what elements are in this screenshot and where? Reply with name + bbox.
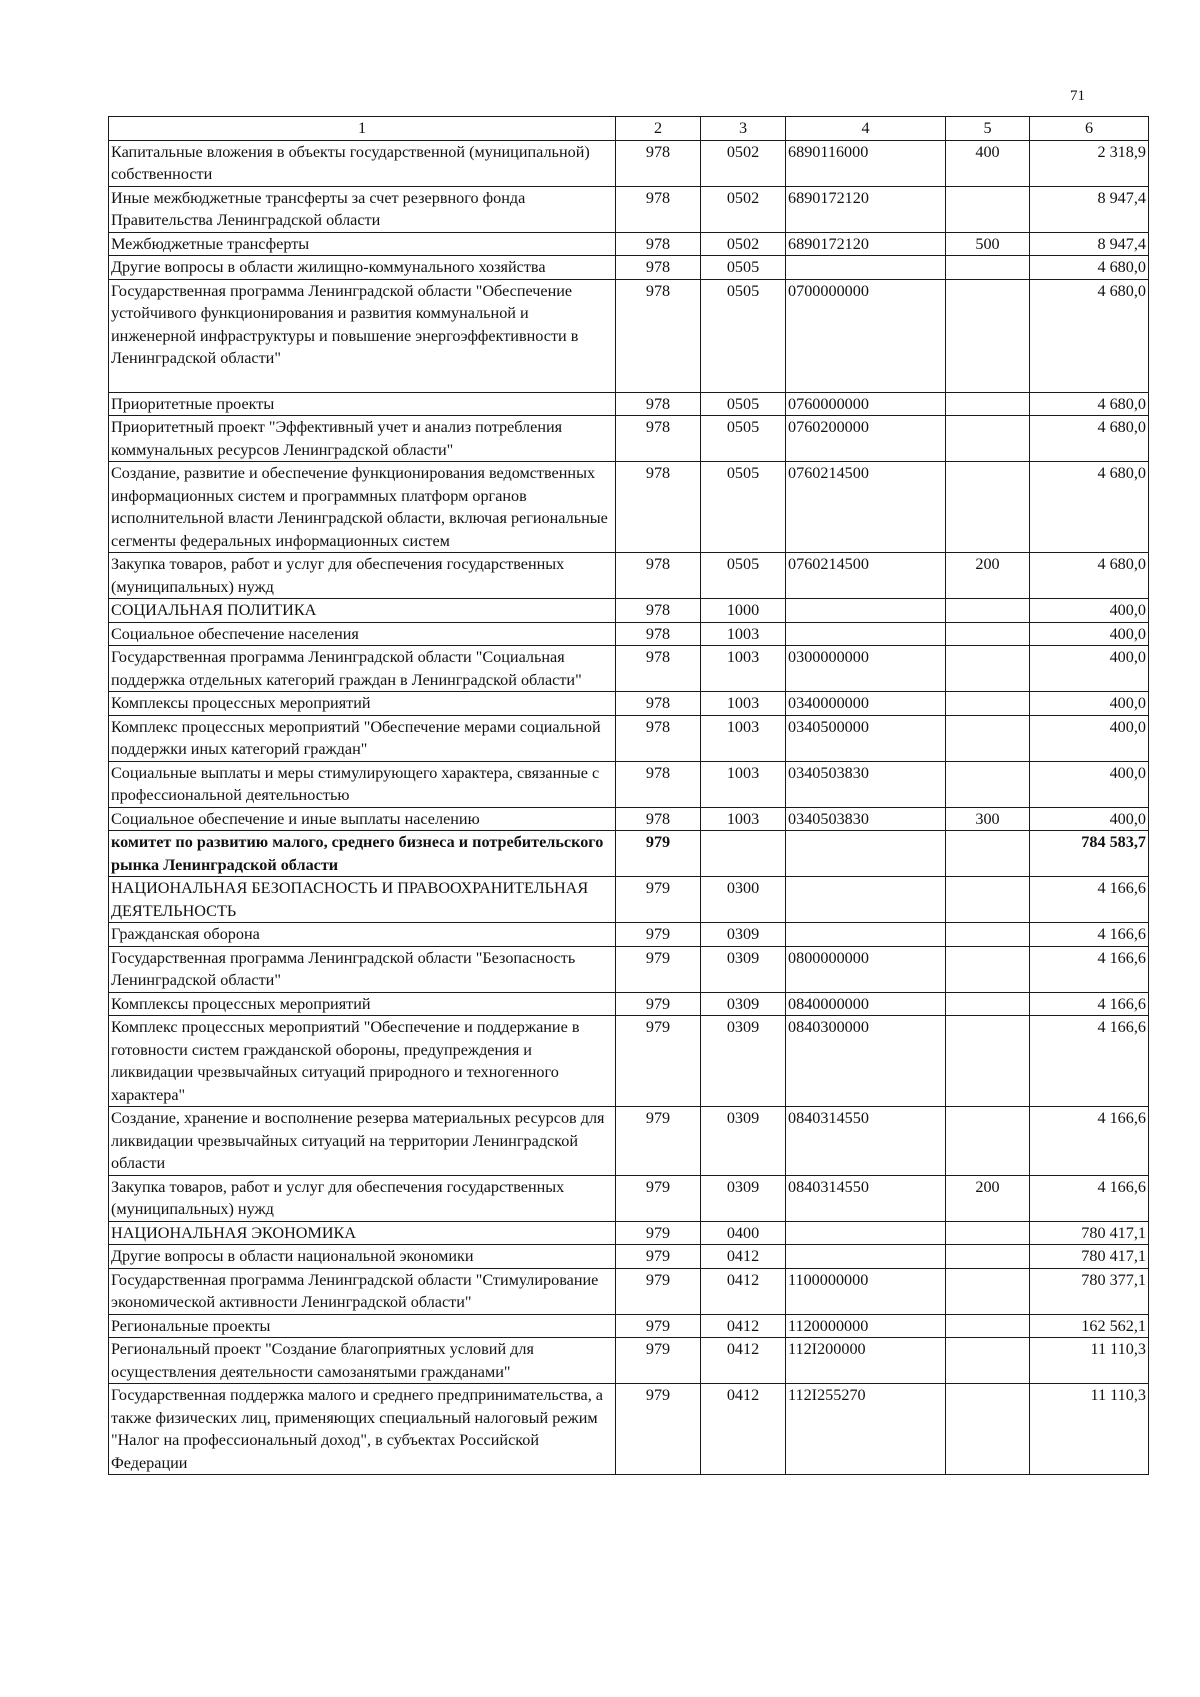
row-chapter-code-cell: 978 [616, 646, 701, 692]
row-name-cell: Региональные проекты [109, 1314, 616, 1338]
table-row [109, 646, 1149, 692]
row-name-cell: Другие вопросы в области жилищно-коммунального хозяйства [109, 256, 616, 280]
row-name-cell: Государственная программа Ленинградской области "Безопасность Ленинградской области" [109, 946, 616, 992]
table-row [109, 1107, 1149, 1176]
table-row [109, 715, 1149, 761]
page-number: 71 [1070, 88, 1085, 104]
table-row [109, 232, 1149, 256]
row-expense-type-cell [946, 1221, 1030, 1245]
table-row [109, 807, 1149, 831]
row-name-cell: Капитальные вложения в объекты государственной (муниципальной) собственности [109, 140, 616, 186]
row-amount-cell: 784 583,7 [1030, 831, 1149, 877]
row-expense-type-cell [946, 279, 1030, 392]
row-name-cell: Приоритетные проекты [109, 392, 616, 416]
row-chapter-code-cell: 978 [616, 715, 701, 761]
table-row [109, 1384, 1149, 1475]
row-target-article-cell: 0340500000 [786, 715, 946, 761]
header-cell-5: 5 [946, 117, 1030, 141]
row-expense-type-cell [946, 646, 1030, 692]
row-chapter-code-cell: 978 [616, 256, 701, 280]
row-target-article-cell: 0340503830 [786, 761, 946, 807]
table-row [109, 1245, 1149, 1269]
row-name-cell: Социальное обеспечение и иные выплаты населению [109, 807, 616, 831]
table-header-row [109, 117, 1149, 141]
row-amount-cell: 11 110,3 [1030, 1384, 1149, 1475]
row-section-code-cell: 1000 [701, 599, 786, 623]
row-section-code-cell: 0300 [701, 877, 786, 923]
row-chapter-code-cell: 979 [616, 1107, 701, 1176]
row-chapter-code-cell: 979 [616, 1221, 701, 1245]
row-amount-cell: 400,0 [1030, 646, 1149, 692]
row-amount-cell: 8 947,4 [1030, 186, 1149, 232]
row-chapter-code-cell: 978 [616, 692, 701, 716]
row-expense-type-cell: 400 [946, 140, 1030, 186]
row-section-code-cell: 0400 [701, 1221, 786, 1245]
row-expense-type-cell: 300 [946, 807, 1030, 831]
row-amount-cell: 4 166,6 [1030, 923, 1149, 947]
row-name-cell: Социальное обеспечение населения [109, 622, 616, 646]
budget-table [108, 116, 1149, 1475]
table-row [109, 416, 1149, 462]
row-target-article-cell [786, 877, 946, 923]
table-row [109, 599, 1149, 623]
row-target-article-cell: 0300000000 [786, 646, 946, 692]
row-chapter-code-cell: 979 [616, 1245, 701, 1269]
row-section-code-cell: 0505 [701, 462, 786, 553]
table-row [109, 140, 1149, 186]
row-chapter-code-cell: 979 [616, 877, 701, 923]
table-row [109, 877, 1149, 923]
header-cell-6: 6 [1030, 117, 1149, 141]
row-section-code-cell: 0309 [701, 1107, 786, 1176]
header-cell-3: 3 [701, 117, 786, 141]
row-amount-cell: 780 417,1 [1030, 1245, 1149, 1269]
row-chapter-code-cell: 978 [616, 462, 701, 553]
table-row [109, 1221, 1149, 1245]
row-amount-cell: 4 166,6 [1030, 992, 1149, 1016]
row-expense-type-cell [946, 715, 1030, 761]
row-section-code-cell: 0412 [701, 1314, 786, 1338]
row-chapter-code-cell: 978 [616, 807, 701, 831]
row-amount-cell: 4 680,0 [1030, 392, 1149, 416]
row-chapter-code-cell: 978 [616, 622, 701, 646]
row-name-cell: Приоритетный проект "Эффективный учет и анализ потребления коммунальных ресурсов Ленинградской области" [109, 416, 616, 462]
header-cell-1: 1 [109, 117, 616, 141]
row-amount-cell: 4 680,0 [1030, 256, 1149, 280]
row-section-code-cell: 0309 [701, 946, 786, 992]
row-expense-type-cell [946, 692, 1030, 716]
row-section-code-cell: 0309 [701, 1016, 786, 1107]
row-chapter-code-cell: 979 [616, 1268, 701, 1314]
row-chapter-code-cell: 978 [616, 232, 701, 256]
row-expense-type-cell [946, 599, 1030, 623]
table-row [109, 186, 1149, 232]
row-section-code-cell: 0412 [701, 1384, 786, 1475]
table-row [109, 392, 1149, 416]
row-amount-cell: 780 417,1 [1030, 1221, 1149, 1245]
row-expense-type-cell [946, 462, 1030, 553]
row-target-article-cell: 0700000000 [786, 279, 946, 392]
row-chapter-code-cell: 979 [616, 946, 701, 992]
budget-table-body [109, 117, 1149, 1475]
row-section-code-cell: 1003 [701, 622, 786, 646]
row-section-code-cell: 1003 [701, 646, 786, 692]
row-target-article-cell: 0760214500 [786, 462, 946, 553]
row-expense-type-cell [946, 877, 1030, 923]
row-expense-type-cell [946, 416, 1030, 462]
row-expense-type-cell [946, 923, 1030, 947]
row-name-cell: Государственная поддержка малого и среднего предпринимательства, а также физических лиц, применяющих специальный налоговый режим "Налог на профессиональный доход", в субъектах Российской Федерации [109, 1384, 616, 1475]
row-expense-type-cell [946, 761, 1030, 807]
row-expense-type-cell [946, 1338, 1030, 1384]
row-name-cell: Комплексы процессных мероприятий [109, 692, 616, 716]
row-name-cell: Другие вопросы в области национальной экономики [109, 1245, 616, 1269]
row-name-cell: НАЦИОНАЛЬНАЯ ЭКОНОМИКА [109, 1221, 616, 1245]
row-expense-type-cell [946, 946, 1030, 992]
row-expense-type-cell [946, 256, 1030, 280]
row-expense-type-cell [946, 1268, 1030, 1314]
row-name-cell: Межбюджетные трансферты [109, 232, 616, 256]
row-expense-type-cell [946, 1107, 1030, 1176]
row-amount-cell: 4 166,6 [1030, 1107, 1149, 1176]
row-target-article-cell: 0840314550 [786, 1175, 946, 1221]
row-expense-type-cell: 500 [946, 232, 1030, 256]
row-section-code-cell: 0505 [701, 416, 786, 462]
row-chapter-code-cell: 979 [616, 1338, 701, 1384]
table-row [109, 462, 1149, 553]
table-row [109, 1016, 1149, 1107]
row-amount-cell: 400,0 [1030, 761, 1149, 807]
row-target-article-cell: 0760214500 [786, 553, 946, 599]
row-name-cell: Региональный проект "Создание благоприятных условий для осуществления деятельности самозанятыми гражданами" [109, 1338, 616, 1384]
row-name-cell: Создание, развитие и обеспечение функционирования ведомственных информационных систем и программных платформ органов исполнительной власти Ленинградской области, включая региональные сегменты федеральных информационных систем [109, 462, 616, 553]
row-amount-cell: 400,0 [1030, 599, 1149, 623]
row-amount-cell: 8 947,4 [1030, 232, 1149, 256]
table-row [109, 279, 1149, 392]
row-amount-cell: 4 680,0 [1030, 279, 1149, 392]
row-section-code-cell: 0505 [701, 279, 786, 392]
table-row [109, 553, 1149, 599]
row-target-article-cell [786, 923, 946, 947]
row-amount-cell: 162 562,1 [1030, 1314, 1149, 1338]
row-chapter-code-cell: 978 [616, 761, 701, 807]
row-name-cell: Закупка товаров, работ и услуг для обеспечения государственных (муниципальных) нужд [109, 553, 616, 599]
table-row [109, 1338, 1149, 1384]
header-cell-4: 4 [786, 117, 946, 141]
row-section-code-cell: 0502 [701, 140, 786, 186]
row-section-code-cell: 1003 [701, 715, 786, 761]
row-name-cell: Государственная программа Ленинградской области "Социальная поддержка отдельных категорий граждан в Ленинградской области" [109, 646, 616, 692]
row-target-article-cell: 0840000000 [786, 992, 946, 1016]
row-amount-cell: 780 377,1 [1030, 1268, 1149, 1314]
row-target-article-cell: 1120000000 [786, 1314, 946, 1338]
row-chapter-code-cell: 979 [616, 923, 701, 947]
row-chapter-code-cell: 978 [616, 186, 701, 232]
row-name-cell: Гражданская оборона [109, 923, 616, 947]
row-expense-type-cell: 200 [946, 553, 1030, 599]
row-target-article-cell: 6890172120 [786, 186, 946, 232]
row-name-cell: Иные межбюджетные трансферты за счет резервного фонда Правительства Ленинградской области [109, 186, 616, 232]
table-row [109, 1314, 1149, 1338]
row-section-code-cell: 0502 [701, 232, 786, 256]
table-row [109, 692, 1149, 716]
row-name-cell: НАЦИОНАЛЬНАЯ БЕЗОПАСНОСТЬ И ПРАВООХРАНИТЕЛЬНАЯ ДЕЯТЕЛЬНОСТЬ [109, 877, 616, 923]
table-row [109, 761, 1149, 807]
row-target-article-cell [786, 1245, 946, 1269]
row-amount-cell: 4 166,6 [1030, 946, 1149, 992]
row-name-cell: Создание, хранение и восполнение резерва материальных ресурсов для ликвидации чрезвычайных ситуаций на территории Ленинградской области [109, 1107, 616, 1176]
row-section-code-cell: 1003 [701, 807, 786, 831]
row-section-code-cell: 0505 [701, 553, 786, 599]
row-name-cell: комитет по развитию малого, среднего бизнеса и потребительского рынка Ленинградской области [109, 831, 616, 877]
row-target-article-cell [786, 831, 946, 877]
row-chapter-code-cell: 978 [616, 140, 701, 186]
table-row [109, 946, 1149, 992]
row-section-code-cell: 0309 [701, 992, 786, 1016]
row-target-article-cell: 0760200000 [786, 416, 946, 462]
row-amount-cell: 400,0 [1030, 692, 1149, 716]
row-name-cell: Комплекс процессных мероприятий "Обеспечение и поддержание в готовности систем гражданской обороны, предупреждения и ликвидации чрезвычайных ситуаций природного и техногенного характера" [109, 1016, 616, 1107]
row-target-article-cell [786, 256, 946, 280]
row-target-article-cell [786, 599, 946, 623]
row-expense-type-cell: 200 [946, 1175, 1030, 1221]
row-name-cell: Государственная программа Ленинградской области "Стимулирование экономической активности Ленинградской области" [109, 1268, 616, 1314]
table-row [109, 923, 1149, 947]
table-row [109, 1175, 1149, 1221]
table-row [109, 256, 1149, 280]
row-amount-cell: 2 318,9 [1030, 140, 1149, 186]
row-chapter-code-cell: 978 [616, 553, 701, 599]
table-row [109, 622, 1149, 646]
row-chapter-code-cell: 979 [616, 1384, 701, 1475]
table-row [109, 831, 1149, 877]
header-cell-2: 2 [616, 117, 701, 141]
row-name-cell: Государственная программа Ленинградской области "Обеспечение устойчивого функционирования и развития коммунальной и инженерной инфраструктуры и повышение энергоэффективности в Ленинградской области" [109, 279, 616, 392]
row-target-article-cell: 112I200000 [786, 1338, 946, 1384]
row-expense-type-cell [946, 392, 1030, 416]
row-section-code-cell: 0505 [701, 256, 786, 280]
row-chapter-code-cell: 979 [616, 992, 701, 1016]
row-section-code-cell: 0309 [701, 1175, 786, 1221]
row-chapter-code-cell: 978 [616, 416, 701, 462]
row-amount-cell: 400,0 [1030, 807, 1149, 831]
row-chapter-code-cell: 978 [616, 392, 701, 416]
row-name-cell: Социальные выплаты и меры стимулирующего характера, связанные с профессиональной деятельностью [109, 761, 616, 807]
row-target-article-cell: 0340000000 [786, 692, 946, 716]
row-amount-cell: 4 680,0 [1030, 462, 1149, 553]
row-section-code-cell: 1003 [701, 761, 786, 807]
row-target-article-cell: 0840300000 [786, 1016, 946, 1107]
row-section-code-cell: 0505 [701, 392, 786, 416]
row-amount-cell: 400,0 [1030, 715, 1149, 761]
row-expense-type-cell [946, 831, 1030, 877]
row-expense-type-cell [946, 622, 1030, 646]
row-expense-type-cell [946, 1314, 1030, 1338]
row-section-code-cell: 0412 [701, 1338, 786, 1384]
row-chapter-code-cell: 979 [616, 1016, 701, 1107]
row-target-article-cell: 0760000000 [786, 392, 946, 416]
row-name-cell: Комплексы процессных мероприятий [109, 992, 616, 1016]
row-chapter-code-cell: 979 [616, 1175, 701, 1221]
row-amount-cell: 4 166,6 [1030, 1175, 1149, 1221]
table-row [109, 1268, 1149, 1314]
row-chapter-code-cell: 978 [616, 599, 701, 623]
row-expense-type-cell [946, 1016, 1030, 1107]
row-chapter-code-cell: 979 [616, 831, 701, 877]
row-target-article-cell: 0340503830 [786, 807, 946, 831]
row-target-article-cell: 112I255270 [786, 1384, 946, 1475]
row-amount-cell: 4 166,6 [1030, 1016, 1149, 1107]
row-section-code-cell: 0412 [701, 1245, 786, 1269]
row-target-article-cell: 0800000000 [786, 946, 946, 992]
row-target-article-cell: 6890116000 [786, 140, 946, 186]
row-name-cell: Закупка товаров, работ и услуг для обеспечения государственных (муниципальных) нужд [109, 1175, 616, 1221]
row-amount-cell: 11 110,3 [1030, 1338, 1149, 1384]
row-target-article-cell [786, 1221, 946, 1245]
row-target-article-cell: 0840314550 [786, 1107, 946, 1176]
row-expense-type-cell [946, 186, 1030, 232]
row-target-article-cell: 6890172120 [786, 232, 946, 256]
row-expense-type-cell [946, 1384, 1030, 1475]
row-section-code-cell: 0502 [701, 186, 786, 232]
row-target-article-cell: 1100000000 [786, 1268, 946, 1314]
row-name-cell: Комплекс процессных мероприятий "Обеспечение мерами социальной поддержки иных категорий граждан" [109, 715, 616, 761]
row-chapter-code-cell: 979 [616, 1314, 701, 1338]
row-section-code-cell: 1003 [701, 692, 786, 716]
table-row [109, 992, 1149, 1016]
row-section-code-cell [701, 831, 786, 877]
row-section-code-cell: 0412 [701, 1268, 786, 1314]
row-expense-type-cell [946, 992, 1030, 1016]
row-name-cell: СОЦИАЛЬНАЯ ПОЛИТИКА [109, 599, 616, 623]
row-chapter-code-cell: 978 [616, 279, 701, 392]
row-section-code-cell: 0309 [701, 923, 786, 947]
row-amount-cell: 4 680,0 [1030, 416, 1149, 462]
row-amount-cell: 400,0 [1030, 622, 1149, 646]
row-amount-cell: 4 680,0 [1030, 553, 1149, 599]
row-target-article-cell [786, 622, 946, 646]
row-amount-cell: 4 166,6 [1030, 877, 1149, 923]
row-expense-type-cell [946, 1245, 1030, 1269]
